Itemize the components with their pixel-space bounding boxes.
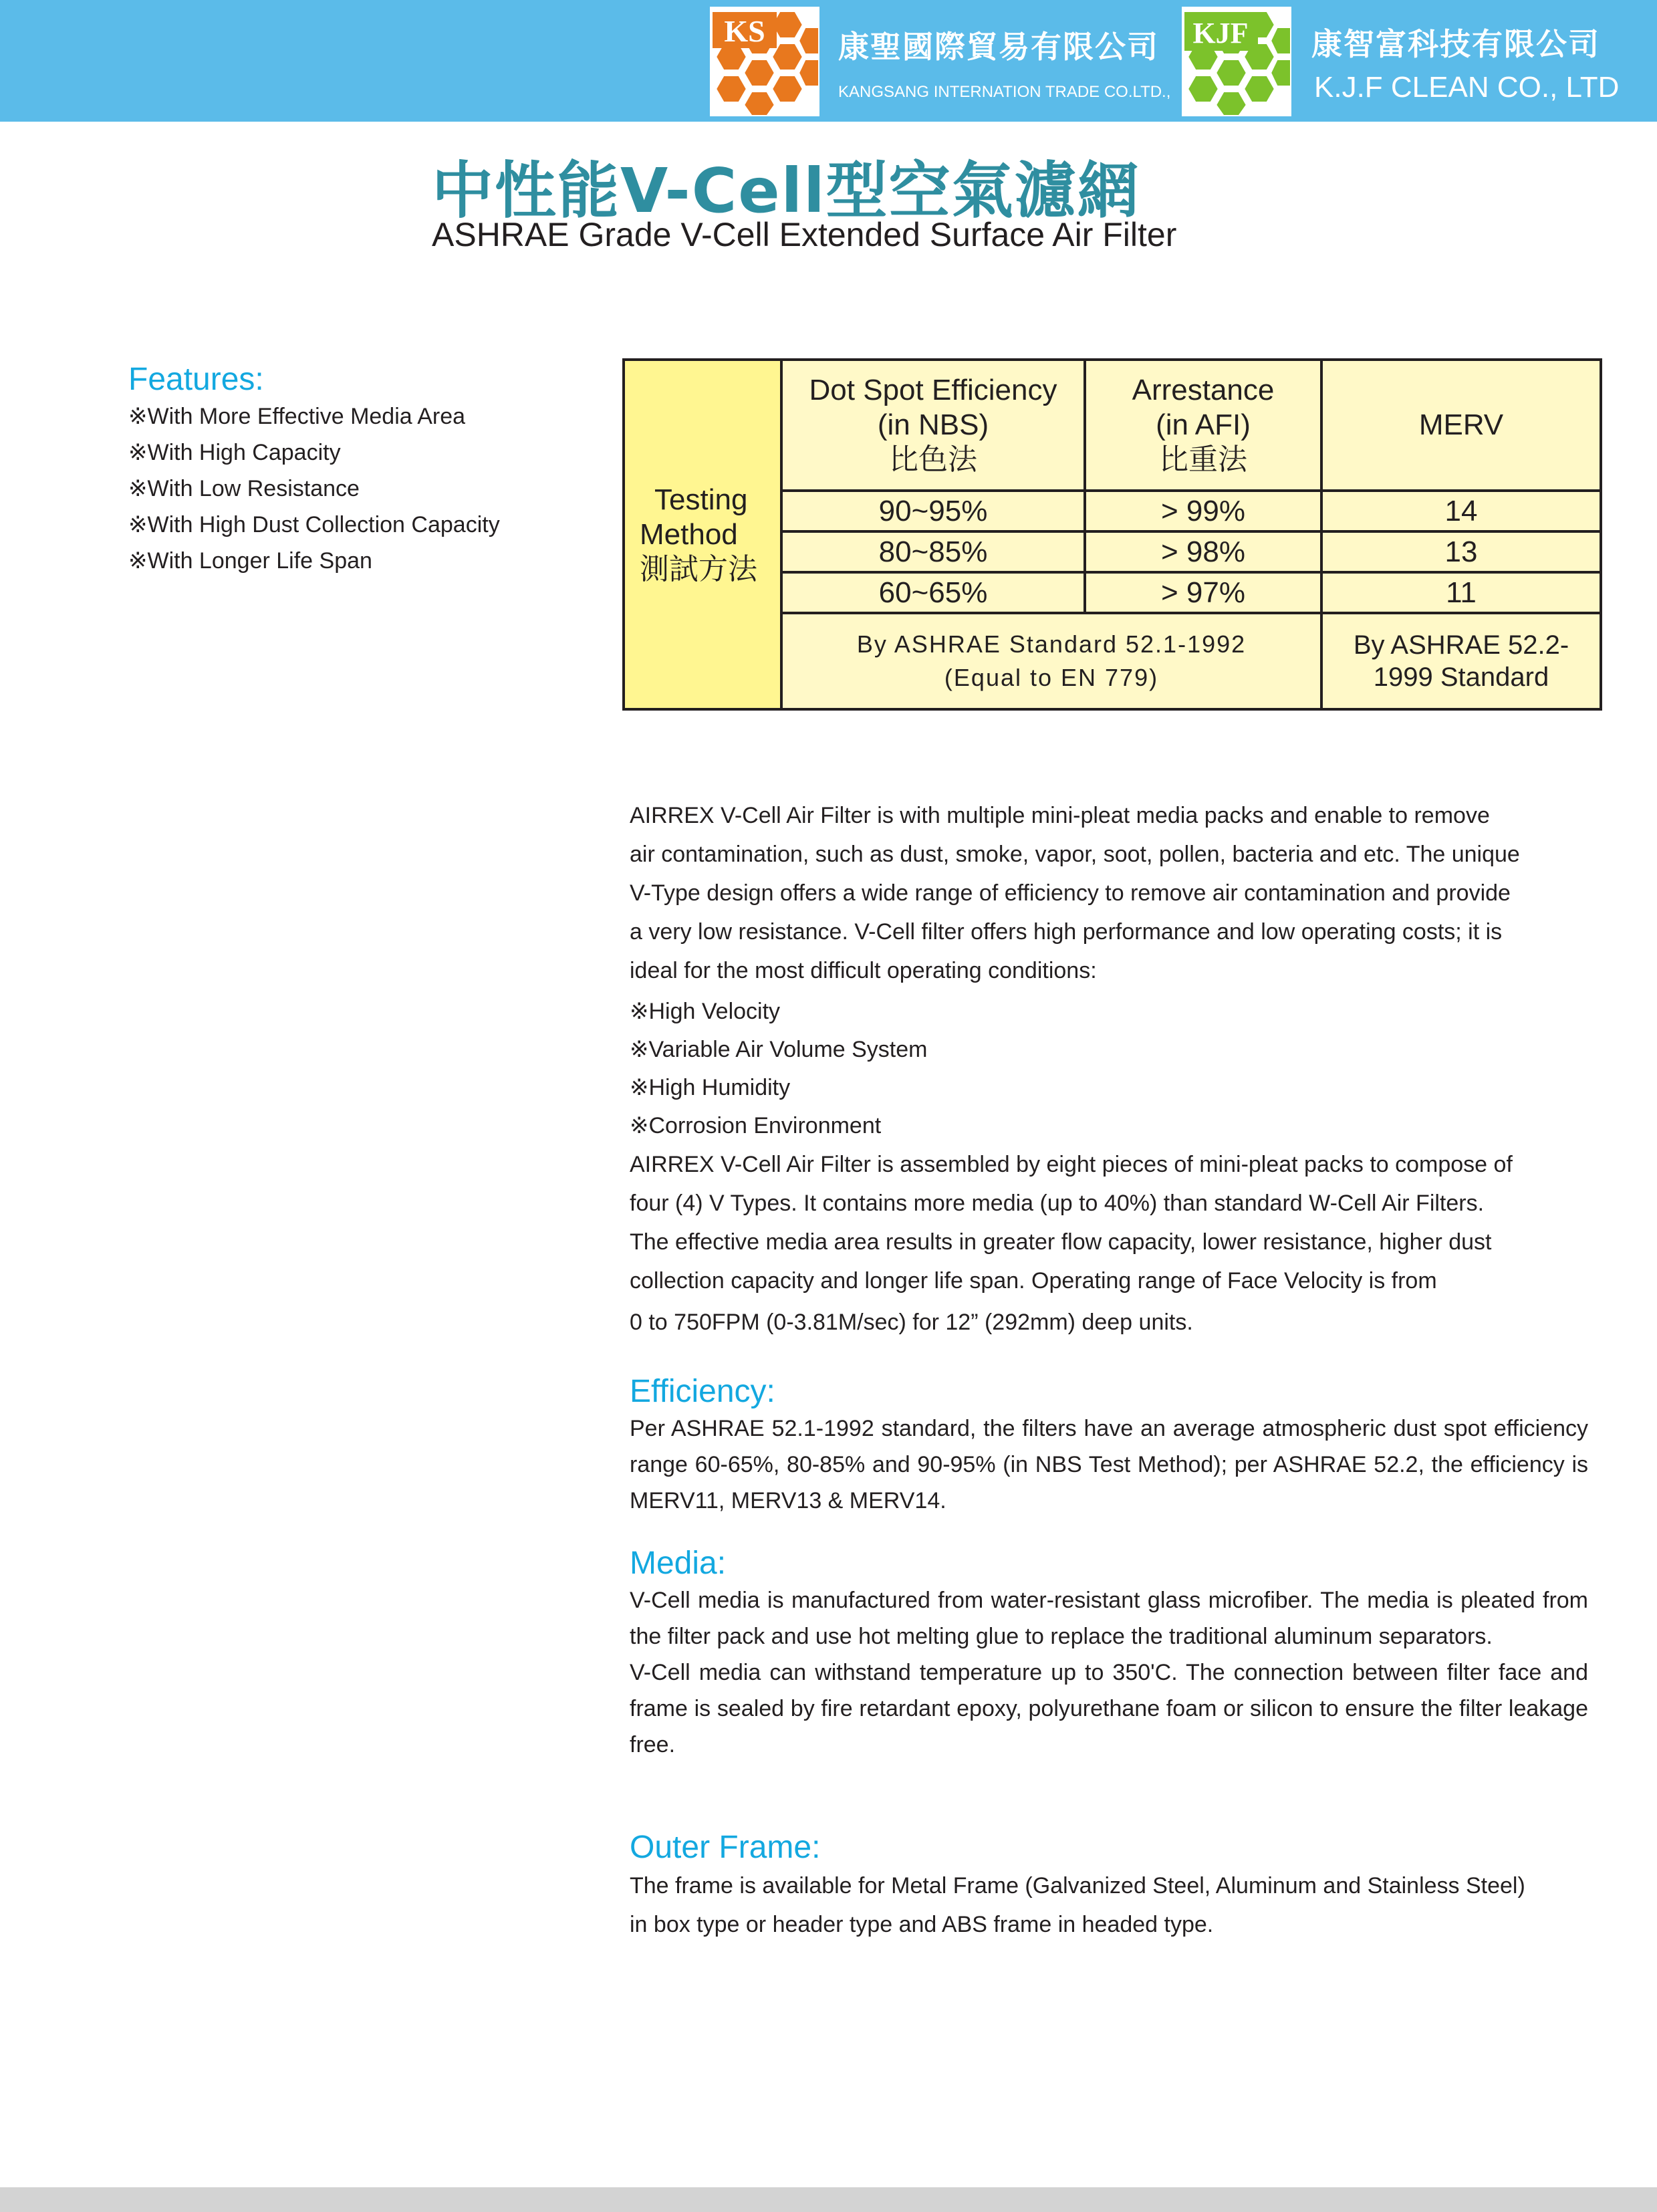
efficiency-value: 60~65% bbox=[781, 572, 1085, 613]
arrestance-value: > 99% bbox=[1085, 491, 1321, 531]
intro-line: a very low resistance. V-Cell filter offers high performance and low operating costs; it is bbox=[630, 919, 1503, 945]
media-section bbox=[630, 1545, 1588, 1763]
efficiency-value: 80~85% bbox=[781, 531, 1085, 572]
efficiency-value: 90~95% bbox=[781, 491, 1085, 531]
efficiency-section bbox=[630, 1373, 1588, 1519]
arrestance-value: > 98% bbox=[1085, 531, 1321, 572]
testing-method-label: Testing bbox=[654, 483, 748, 516]
intro-section bbox=[630, 796, 1588, 1344]
testing-method-table bbox=[622, 358, 1602, 711]
media-heading: Media: bbox=[630, 1546, 727, 1581]
media-text-2: V-Cell media can withstand temperature up to 350'C. The connection between filter face and frame is sealed by fire retardant epoxy, polyurethane foam or silicon to ensure the filter leakage free. bbox=[630, 1660, 1588, 1757]
assembly-line: AIRREX V-Cell Air Filter is assembled by eight pieces of mini-pleat packs to compose of bbox=[630, 1152, 1513, 1177]
merv-value: 11 bbox=[1321, 572, 1601, 613]
header-line: Dot Spot Efficiency bbox=[809, 374, 1057, 406]
header-line-chinese: 比重法 bbox=[1159, 443, 1247, 477]
company1-english-name: KANGSANG INTERNATION TRADE CO.LTD., bbox=[838, 83, 1171, 101]
outer-frame-line: in box type or header type and ABS frame in headed type. bbox=[630, 1912, 1214, 1937]
header-line: Arrestance bbox=[1132, 374, 1275, 406]
company2-chinese-name: 康智富科技有限公司 bbox=[1311, 26, 1600, 62]
header-banner bbox=[0, 0, 1657, 122]
features-section bbox=[128, 361, 610, 579]
company1-chinese-name: 康聖國際貿易有限公司 bbox=[838, 29, 1159, 65]
header-line: (in NBS) bbox=[877, 408, 989, 441]
company2-english-name: K.J.F CLEAN CO., LTD bbox=[1314, 71, 1620, 104]
kjf-logo-text: KJF bbox=[1192, 17, 1249, 49]
arrestance-value: > 97% bbox=[1085, 572, 1321, 613]
feature-item: ※With Low Resistance bbox=[128, 476, 360, 501]
feature-item: ※With High Dust Collection Capacity bbox=[128, 512, 500, 537]
assembly-line: four (4) V Types. It contains more media (up to 40%) than standard W-Cell Air Filters. bbox=[630, 1191, 1485, 1216]
condition-item: ※Variable Air Volume System bbox=[630, 1037, 928, 1062]
efficiency-text: Per ASHRAE 52.1-1992 standard, the filters have an average atmospheric dust spot efficiency range 60-65%, 80-85% and 90-95% (in NBS Test Method); per ASHRAE 52.2, the efficiency is MERV11, MERV13 & MERV14. bbox=[630, 1416, 1588, 1513]
kjf-logo bbox=[1182, 7, 1291, 116]
standard-52-2-note bbox=[1321, 613, 1601, 709]
intro-line: ideal for the most difficult operating conditions: bbox=[630, 958, 1097, 983]
condition-item: ※High Humidity bbox=[630, 1075, 791, 1100]
testing-method-label: Method bbox=[640, 517, 738, 551]
ks-logo bbox=[710, 7, 819, 116]
feature-item: ※With Longer Life Span bbox=[128, 548, 372, 574]
header-dot-spot-efficiency bbox=[781, 360, 1085, 491]
header-merv: MERV bbox=[1321, 360, 1601, 491]
standard-note-line: 1999 Standard bbox=[1373, 662, 1549, 692]
feature-item: ※With High Capacity bbox=[128, 440, 341, 465]
standard-note-line: By ASHRAE Standard 52.1-1992 bbox=[856, 630, 1247, 658]
testing-method-label-chinese: 測試方法 bbox=[640, 551, 757, 586]
outer-frame-line: The frame is available for Metal Frame (Galvanized Steel, Aluminum and Stainless Steel) bbox=[630, 1873, 1525, 1898]
merv-value: 13 bbox=[1321, 531, 1601, 572]
page-title-english: ASHRAE Grade V-Cell Extended Surface Air Filter bbox=[432, 216, 1177, 253]
ks-logo-text: KS bbox=[724, 14, 765, 48]
standard-52-1-note bbox=[781, 613, 1321, 709]
testing-method-cell bbox=[624, 360, 781, 709]
assembly-line: The effective media area results in greater flow capacity, lower resistance, higher dust bbox=[630, 1229, 1492, 1255]
features-heading: Features: bbox=[128, 362, 264, 397]
page-title-chinese: 中性能V-Cell型空氣濾網 bbox=[432, 155, 1140, 227]
intro-line: AIRREX V-Cell Air Filter is with multiple mini-pleat media packs and enable to remove bbox=[630, 803, 1490, 828]
efficiency-heading: Efficiency: bbox=[630, 1374, 775, 1409]
outer-frame-section bbox=[630, 1829, 1588, 1944]
header-arrestance bbox=[1085, 360, 1321, 491]
standard-note-line: (Equal to EN 779) bbox=[944, 664, 1159, 691]
header-line: (in AFI) bbox=[1156, 408, 1251, 441]
features-list bbox=[128, 398, 610, 579]
outer-frame-heading: Outer Frame: bbox=[630, 1830, 821, 1865]
feature-item: ※With More Effective Media Area bbox=[128, 404, 466, 429]
assembly-line: collection capacity and longer life span. Operating range of Face Velocity is from bbox=[630, 1268, 1437, 1294]
merv-value: 14 bbox=[1321, 491, 1601, 531]
media-text-1: V-Cell media is manufactured from water-resistant glass microfiber. The media is pleated from the filter pack and use hot melting glue to replace the traditional aluminum separators. bbox=[630, 1588, 1588, 1649]
assembly-line: 0 to 750FPM (0-3.81M/sec) for 12” (292mm) deep units. bbox=[630, 1310, 1193, 1335]
intro-line: air contamination, such as dust, smoke, vapor, soot, pollen, bacteria and etc. The unique bbox=[630, 842, 1520, 867]
intro-line: V-Type design offers a wide range of efficiency to remove air contamination and provide bbox=[630, 880, 1511, 906]
standard-note-line: By ASHRAE 52.2- bbox=[1353, 630, 1569, 660]
condition-item: ※High Velocity bbox=[630, 999, 781, 1024]
condition-item: ※Corrosion Environment bbox=[630, 1113, 882, 1138]
header-line-chinese: 比色法 bbox=[889, 443, 977, 477]
footer-bar bbox=[0, 2187, 1657, 2212]
